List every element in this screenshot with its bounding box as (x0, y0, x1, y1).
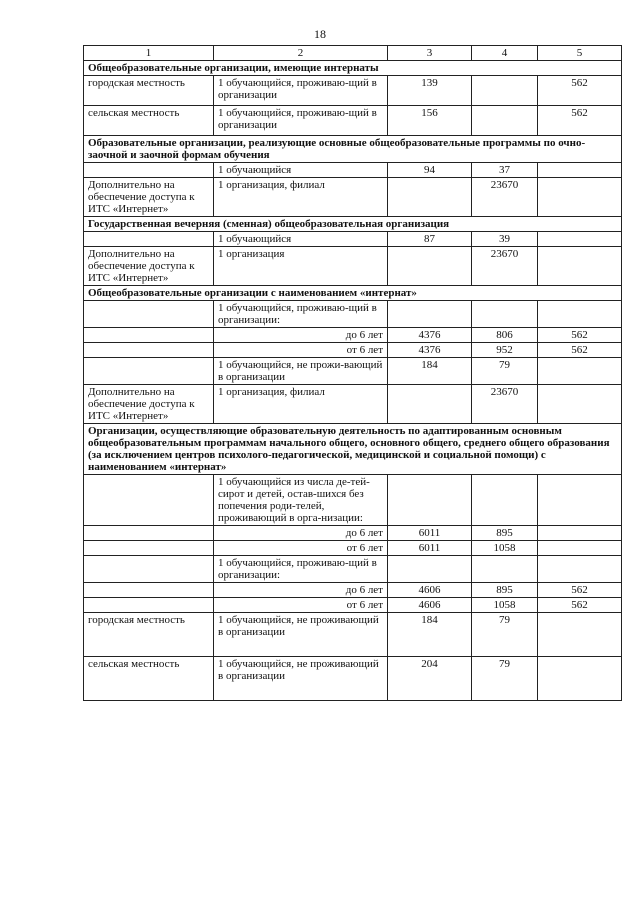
category-cell (84, 541, 214, 556)
table-row (84, 475, 622, 526)
value-cell-3: 184 (388, 358, 472, 385)
value-cell-4: 39 (472, 232, 538, 247)
section-title: Общеобразовательные организации с наименованием «интернат» (84, 286, 622, 301)
value-cell-3: 6011 (388, 526, 472, 541)
table-row (84, 556, 622, 583)
value-cell-4: 23670 (472, 385, 538, 424)
table-row (84, 583, 622, 598)
value-cell-3: 4606 (388, 598, 472, 613)
value-cell-5 (538, 541, 622, 556)
value-cell-3 (388, 556, 472, 583)
value-cell-5 (538, 358, 622, 385)
value-cell-4 (472, 301, 538, 328)
category-cell (84, 526, 214, 541)
section-title-row (84, 217, 622, 232)
value-cell-5 (538, 247, 622, 286)
value-cell-5 (538, 613, 622, 657)
description-cell: 1 организация (214, 247, 388, 286)
table-row (84, 301, 622, 328)
category-cell: Дополнительно на обеспечение доступа к ИТС «Интернет» (84, 385, 214, 424)
category-cell: Дополнительно на обеспечение доступа к ИТС «Интернет» (84, 247, 214, 286)
age-bracket-cell: до 6 лет (214, 583, 388, 598)
table-row (84, 247, 622, 286)
value-cell-3: 4376 (388, 343, 472, 358)
value-cell-4: 79 (472, 358, 538, 385)
section-title-row (84, 424, 622, 475)
value-cell-3 (388, 178, 472, 217)
description-cell: 1 обучающийся, не проживающий в организации (214, 657, 388, 701)
table-row (84, 106, 622, 136)
table-row (84, 163, 622, 178)
value-cell-5 (538, 178, 622, 217)
age-bracket-cell: до 6 лет (214, 328, 388, 343)
value-cell-4: 1058 (472, 541, 538, 556)
value-cell-4 (472, 475, 538, 526)
section-title: Образовательные организации, реализующие основные общеобразовательные программы по очно-заочной и заочной формам обучения (84, 136, 622, 163)
value-cell-4: 79 (472, 657, 538, 701)
value-cell-4: 895 (472, 526, 538, 541)
age-bracket-cell: до 6 лет (214, 526, 388, 541)
table-row (84, 613, 622, 657)
value-cell-3: 156 (388, 106, 472, 136)
value-cell-5: 562 (538, 343, 622, 358)
value-cell-4 (472, 76, 538, 106)
table-row (84, 178, 622, 217)
category-cell (84, 475, 214, 526)
table-row (84, 526, 622, 541)
value-cell-4 (472, 106, 538, 136)
section-title: Организации, осуществляющие образовательную деятельность по адаптированным основным общеобразовательным программам начального общего, основного общего, среднего общего образования (за исключением центров психолого-педагогической, медицинской и социальной помощи) с наименованием «интернат» (84, 424, 622, 475)
value-cell-5 (538, 475, 622, 526)
value-cell-3 (388, 475, 472, 526)
age-bracket-cell: от 6 лет (214, 343, 388, 358)
value-cell-5: 562 (538, 106, 622, 136)
page-number: 18 (314, 27, 326, 41)
description-cell: 1 обучающийся, проживаю-щий в организации (214, 106, 388, 136)
table-row (84, 328, 622, 343)
value-cell-3: 6011 (388, 541, 472, 556)
description-cell: 1 обучающийся, проживаю-щий в организации: (214, 301, 388, 328)
category-cell: сельская местность (84, 106, 214, 136)
value-cell-5 (538, 526, 622, 541)
header-cell: 4 (472, 46, 538, 61)
section-title-row (84, 61, 622, 76)
value-cell-5 (538, 163, 622, 178)
category-cell: городская местность (84, 76, 214, 106)
header-row (84, 46, 622, 61)
value-cell-4: 806 (472, 328, 538, 343)
value-cell-3 (388, 301, 472, 328)
header-cell: 5 (538, 46, 622, 61)
value-cell-5: 562 (538, 583, 622, 598)
table-row (84, 343, 622, 358)
value-cell-3: 4376 (388, 328, 472, 343)
description-cell: 1 обучающийся, не прожи-вающий в организации (214, 358, 388, 385)
table-row (84, 232, 622, 247)
category-cell (84, 163, 214, 178)
category-cell (84, 556, 214, 583)
description-cell: 1 обучающийся, не проживающий в организации (214, 613, 388, 657)
value-cell-3: 139 (388, 76, 472, 106)
category-cell (84, 358, 214, 385)
category-cell (84, 343, 214, 358)
description-cell: 1 организация, филиал (214, 385, 388, 424)
category-cell (84, 232, 214, 247)
section-title-row (84, 136, 622, 163)
value-cell-4: 952 (472, 343, 538, 358)
section-title: Общеобразовательные организации, имеющие интернаты (84, 61, 622, 76)
value-cell-3: 184 (388, 613, 472, 657)
description-cell: 1 обучающийся, проживаю-щий в организации (214, 76, 388, 106)
category-cell (84, 301, 214, 328)
value-cell-4: 23670 (472, 247, 538, 286)
table-row (84, 385, 622, 424)
category-cell (84, 583, 214, 598)
value-cell-5 (538, 556, 622, 583)
value-cell-5 (538, 385, 622, 424)
value-cell-3 (388, 385, 472, 424)
description-cell: 1 организация, филиал (214, 178, 388, 217)
value-cell-5 (538, 301, 622, 328)
value-cell-5: 562 (538, 328, 622, 343)
tariff-table (83, 45, 622, 701)
category-cell: Дополнительно на обеспечение доступа к ИТС «Интернет» (84, 178, 214, 217)
category-cell: сельская местность (84, 657, 214, 701)
section-title: Государственная вечерняя (сменная) общеобразовательная организация (84, 217, 622, 232)
header-cell: 1 (84, 46, 214, 61)
value-cell-3: 87 (388, 232, 472, 247)
value-cell-5: 562 (538, 598, 622, 613)
description-cell: 1 обучающийся из числа де-тей-сирот и детей, остав-шихся без попечения роди-телей, проживающий в орга-низации: (214, 475, 388, 526)
value-cell-5 (538, 657, 622, 701)
value-cell-5: 562 (538, 76, 622, 106)
value-cell-4: 37 (472, 163, 538, 178)
description-cell: 1 обучающийся (214, 232, 388, 247)
table-row (84, 598, 622, 613)
value-cell-3: 4606 (388, 583, 472, 598)
table-row (84, 358, 622, 385)
age-bracket-cell: от 6 лет (214, 541, 388, 556)
header-cell: 2 (214, 46, 388, 61)
header-cell: 3 (388, 46, 472, 61)
value-cell-4 (472, 556, 538, 583)
category-cell (84, 598, 214, 613)
table-row (84, 657, 622, 701)
value-cell-4: 895 (472, 583, 538, 598)
value-cell-4: 23670 (472, 178, 538, 217)
value-cell-5 (538, 232, 622, 247)
value-cell-3 (388, 247, 472, 286)
description-cell: 1 обучающийся, проживаю-щий в организации: (214, 556, 388, 583)
section-title-row (84, 286, 622, 301)
value-cell-4: 1058 (472, 598, 538, 613)
value-cell-3: 204 (388, 657, 472, 701)
value-cell-3: 94 (388, 163, 472, 178)
category-cell: городская местность (84, 613, 214, 657)
description-cell: 1 обучающийся (214, 163, 388, 178)
age-bracket-cell: от 6 лет (214, 598, 388, 613)
table-row (84, 541, 622, 556)
value-cell-4: 79 (472, 613, 538, 657)
table-row (84, 76, 622, 106)
category-cell (84, 328, 214, 343)
